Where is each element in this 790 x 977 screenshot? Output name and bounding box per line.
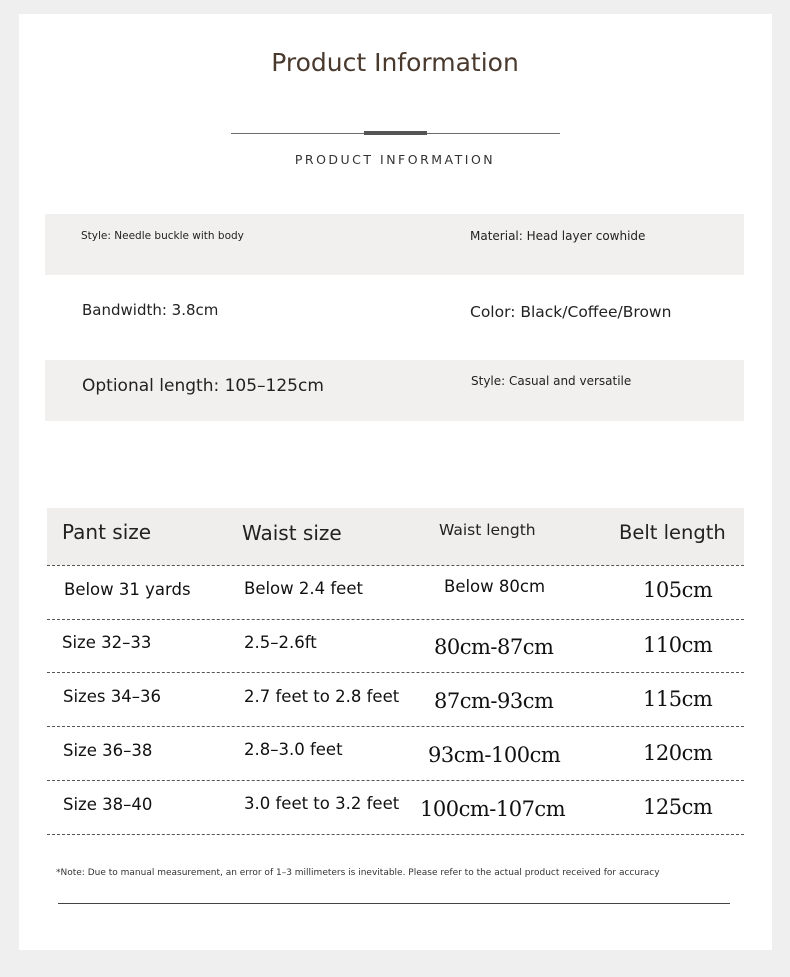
cell-belt-length: 105cm — [643, 578, 713, 602]
info-band-1 — [45, 214, 744, 275]
cell-waist-length: Below 80cm — [444, 577, 546, 596]
row-divider — [47, 565, 744, 566]
cell-belt-length: 125cm — [643, 795, 713, 819]
cell-waist-size: 3.0 feet to 3.2 feet — [244, 794, 400, 813]
cell-pant-size: Size 36–38 — [63, 741, 153, 760]
header-belt-length: Belt length — [619, 521, 726, 544]
cell-pant-size: Sizes 34–36 — [63, 687, 161, 706]
row-divider — [47, 834, 744, 835]
info-color: Color: Black/Coffee/Brown — [470, 303, 672, 321]
info-style: Style: Needle buckle with body — [81, 230, 244, 242]
cell-waist-size: Below 2.4 feet — [244, 579, 363, 598]
cell-waist-length: 93cm-100cm — [428, 743, 561, 767]
cell-belt-length: 120cm — [643, 741, 713, 765]
cell-belt-length: 110cm — [643, 633, 713, 657]
header-pant-size: Pant size — [62, 520, 152, 544]
info-style-casual: Style: Casual and versatile — [471, 374, 632, 388]
cell-pant-size: Size 38–40 — [63, 795, 153, 814]
row-divider — [47, 726, 744, 727]
cell-waist-size: 2.8–3.0 feet — [244, 740, 343, 759]
cell-pant-size: Below 31 yards — [64, 580, 191, 599]
title-divider-accent — [364, 131, 427, 135]
header-waist-size: Waist size — [242, 521, 342, 545]
cell-waist-size: 2.5–2.6ft — [244, 633, 317, 652]
cell-belt-length: 115cm — [643, 687, 713, 711]
row-divider — [47, 619, 744, 620]
page-title: Product Information — [271, 48, 519, 77]
measurement-note: *Note: Due to manual measurement, an error of 1–3 millimeters is inevitable. Please refer to the actual product received for accuracy — [56, 868, 660, 878]
info-material: Material: Head layer cowhide — [470, 229, 646, 243]
cell-waist-size: 2.7 feet to 2.8 feet — [244, 687, 400, 706]
page-subtitle: PRODUCT INFORMATION — [294, 152, 496, 167]
row-divider — [47, 780, 744, 781]
cell-waist-length: 100cm-107cm — [420, 797, 566, 821]
cell-pant-size: Size 32–33 — [62, 633, 152, 652]
header-waist-length: Waist length — [439, 521, 536, 539]
cell-waist-length: 80cm-87cm — [434, 635, 554, 659]
cell-waist-length: 87cm-93cm — [434, 689, 554, 713]
info-bandwidth: Bandwidth: 3.8cm — [82, 301, 219, 319]
info-optional-length: Optional length: 105–125cm — [82, 376, 324, 396]
footer-divider — [58, 903, 730, 904]
row-divider — [47, 672, 744, 673]
